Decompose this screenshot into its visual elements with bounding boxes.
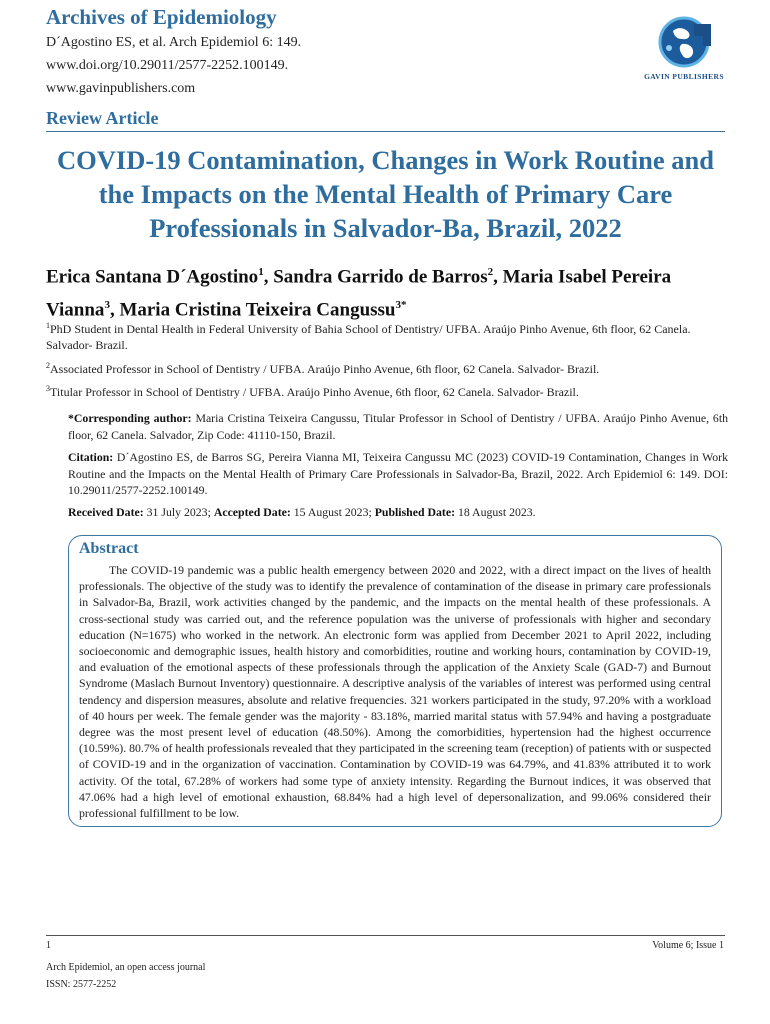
author-name: Maria Isabel Pereira Vianna xyxy=(46,266,672,321)
abstract-box xyxy=(68,535,722,827)
citation-label: Citation: xyxy=(68,450,114,464)
affiliation-text: Titular Professor in School of Dentistry / UFBA. Araújo Pinho Avenue, 6th floor, 62 Canela. Salvador- Brazil. xyxy=(50,385,579,399)
affiliation-text: Associated Professor in School of Dentistry / UFBA. Araújo Pinho Avenue, 6th floor, 62 Canela. Salvador- Brazil. xyxy=(50,362,600,376)
affiliation-3 xyxy=(46,381,728,400)
affiliation-number: 3 xyxy=(46,384,50,393)
publisher-logo xyxy=(636,12,732,88)
page-number: 1 xyxy=(46,940,51,951)
author-affiliation-mark: 1 xyxy=(258,266,264,278)
affiliation-2 xyxy=(46,358,728,377)
author-separator: , xyxy=(263,266,274,288)
divider xyxy=(46,131,725,132)
journal-note: Arch Epidemiol, an open access journal xyxy=(46,962,206,973)
received-label: Received Date: xyxy=(68,505,144,519)
corresponding-author xyxy=(68,410,728,443)
author-separator: , xyxy=(109,299,120,321)
author-list xyxy=(46,258,728,325)
received-date: 31 July 2023; xyxy=(146,505,211,519)
publisher-name: GAVIN PUBLISHERS xyxy=(644,72,724,81)
author-affiliation-mark: 3 xyxy=(104,299,110,312)
citation xyxy=(68,449,728,499)
author-affiliation-mark: 3* xyxy=(395,299,407,312)
corresponding-text: Maria Cristina Teixeira Cangussu, Titular Professor in School of Dentistry / UFBA. Araújo Pinho Avenue, 6th floor, 62 Canela. Salvador, Zip Code: 41110-150, Brazil. xyxy=(68,411,729,442)
abstract-heading: Abstract xyxy=(79,540,139,557)
article-type: Review Article xyxy=(46,108,159,128)
affiliation-number: 1 xyxy=(46,321,50,330)
author-name: Erica Santana D´Agostino xyxy=(46,266,259,288)
author-name: Maria Cristina Teixeira Cangussu xyxy=(119,299,396,321)
abstract-text: The COVID-19 pandemic was a public health emergency between 2020 and 2022, with a direct impact on the lives of health professionals. The objective of the study was to identify the prevalence of contamination of the disease in primary care professionals in Salvador-Ba, Brazil, work activities changed by the pandemic, and the impacts on the mental health of these professionals. A cross-sectional study was carried out, and the reference population was the universe of professionals with higher and secondary education (N=1675) who worked in the network. An electronic form was applied from December 2021 to April 2022, including socioeconomic and demographic issues, health history and comorbidities, routine and working hours, contamination by COVID-19, and evaluation of the emotional aspects of these professionals through the application of the Anxiety Scale (GAD-7) and Burnout Syndrome (Maslach Burnout Inventory) questionnaire. A descriptive analysis of the variables of interest was performed using central tendency and dispersion measures, absolute and relative frequencies. 321 workers participated in the study, 97.20% with a workload of 40 hours per week. The female gender was the majority - 83.18%, married marital status with 57.94% and having a postgraduate degree was the most present level of education (48.50%). Among the comorbidities, hypertension had the highest occurrence (10.59%). 80.7% of health professionals revealed that they participated in the screening team (reception) of patients with or suspected of COVID-19 and in the organization of vaccination. Contamination by COVID-19 was 64.79%, and 41.83% attributed it to work activity. Of the total, 67.28% of workers had some type of anxiety intensity. Regarding the Burnout indices, it was observed that 47.06% had a high level of emotional exhaustion, 68.84% had a high level of depersonalization, and 99.06% considered their professional fulfillment to be low. xyxy=(79,563,711,821)
citation-text: D´Agostino ES, de Barros SG, Pereira Vianna MI, Teixeira Cangussu MC (2023) COVID-19 Contamination, Changes in Work Routine and the Impacts on the Mental Health of Primary Care Professionals in Salvador-Ba, Brazil, 2022. Arch Epidemiol 6: 149. DOI: 10.29011/2577-2252.100149. xyxy=(68,450,728,497)
published-label: Published Date: xyxy=(374,505,455,519)
article-title: COVID-19 Contamination, Changes in Work Routine and the Impacts on the Mental Health of Primary Care Professionals in Salvador-Ba, Brazil, 2022 xyxy=(57,145,714,243)
affiliation-1 xyxy=(46,318,728,353)
issn: ISSN: 2577-2252 xyxy=(46,979,117,990)
published-date: 18 August 2023. xyxy=(457,505,536,519)
author-name: Sandra Garrido de Barros xyxy=(273,266,488,288)
doi-link[interactable]: www.doi.org/10.29011/2577-2252.100149. xyxy=(46,58,289,73)
affiliation-text: PhD Student in Dental Health in Federal University of Bahia School of Dentistry/ UFBA. Araújo Pinho Avenue, 6th floor, 62 Canela. Salvador- Brazil. xyxy=(46,322,691,352)
short-citation: D´Agostino ES, et al. Arch Epidemiol 6: 149. xyxy=(46,35,302,50)
author-affiliation-mark: 2 xyxy=(487,266,494,278)
volume-issue: Volume 6; Issue 1 xyxy=(652,940,724,951)
journal-title: Archives of Epidemiology xyxy=(46,5,277,29)
author-separator: , xyxy=(493,266,503,288)
corresponding-label: *Corresponding author: xyxy=(68,411,192,425)
globe-logo-icon xyxy=(636,12,732,72)
article-dates xyxy=(68,504,728,521)
affiliation-number: 2 xyxy=(46,361,50,370)
accepted-label: Accepted Date: xyxy=(213,505,291,519)
website-link[interactable]: www.gavinpublishers.com xyxy=(46,81,196,96)
footer-divider xyxy=(46,935,725,936)
accepted-date: 15 August 2023; xyxy=(293,505,372,519)
